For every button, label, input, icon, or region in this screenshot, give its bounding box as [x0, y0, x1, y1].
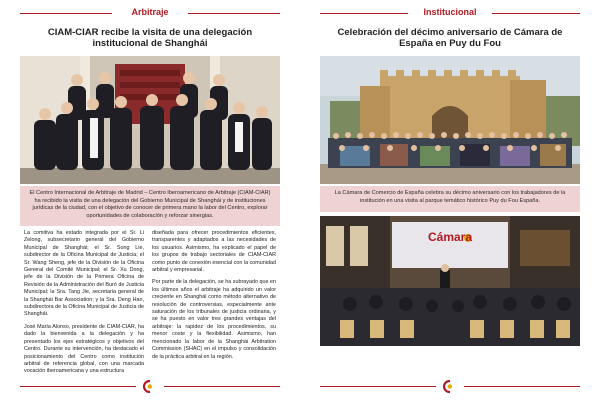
photo-caption: La Cámara de Comercio de España celebra su décimo aniversario con los trabajadores de la institución en una visita al parque temático histórico Puy du Fou España. [320, 186, 580, 212]
article-title: CIAM-CIAR recibe la visita de una delegación institucional de Shanghái [47, 27, 253, 49]
text-column-1 [24, 230, 144, 381]
section-label: Arbitraje [131, 7, 169, 17]
paragraph: José María Alonso, presidente de CIAM-CIAR, ha dado la bienvenida a la delegación y ha presentado los ejes estratégicos y objetivos del Centro. Durante su intervención, ha destacado el posicionamiento del Centro como institución arbitral de referencia global, con una marcada vocación iberoamericana y una estructura [24, 323, 144, 375]
footer-rule-left [20, 386, 136, 387]
section-rule-right [492, 13, 580, 14]
text-column-2 [152, 230, 276, 366]
footer-rule-right [164, 386, 280, 387]
section-rule-left [20, 13, 112, 14]
photo-caption: El Centro Internacional de Arbitraje de Madrid – Centro Iberoamericano de Arbitraje (CIAM-CIAR) ha recibido la visita de una delegación del Gobierno Municipal de Shanghái y de instituciones jurídicas de la ciudad, con el objetivo de conocer de primera mano la labor del Centro, explorar oportunidades de colaboración y reforzar sinergias. [20, 186, 280, 226]
article-title: Celebración del décimo aniversario de Cámara de España en Puy du Fou [337, 27, 563, 49]
group-photo [320, 56, 580, 184]
paragraph: diseñada para ofrecer procedimientos eficientes, transparentes y adaptados a las necesidades de los usuarios. Asimismo, ha explicado el papel de los grupos de trabajo sectoriales de CIAM-CIAR como punto de conexión esencial con la comunidad arbitral y empresarial. [152, 230, 276, 274]
right-page [300, 0, 600, 406]
delegation-photo [20, 56, 280, 184]
paragraph: La comitiva ha estado integrada por el Sr. Li Zelong, subsecretario general del Gobierno Municipal de Shanghái; el Sr. Song Lie, subdirector de la Oficina Municipal de Justicia; el Sr. Wang Sheng, jefe de la División de la Oficina General del Comité Municipal; el Sr. Xu Dong, jefe de la División de la Primera Oficina de Revisión de la Administración del Buró de Justicia Municipal; la Sra. Tang Jie, secretaria general de la Shanghái Bar Association; y la Sra. Deng Han, subdirectora de la Oficina Municipal de Justicia de Shanghái. [24, 230, 144, 318]
section-label: Institucional [423, 7, 477, 17]
camara-logo-icon [443, 380, 456, 393]
section-rule-right [188, 13, 280, 14]
section-rule-left [320, 13, 408, 14]
screen-logo-text: Cámara [427, 230, 473, 244]
camara-logo-icon [143, 380, 156, 393]
event-photo [320, 216, 580, 346]
paragraph: Por parte de la delegación, se ha subrayado que en los últimos años el arbitraje ha adquirido un valor creciente en Shanghái como método alternativo de resolución de controversias, especialmente ante saturación de los tribunales de justicia ordinaria, y se ha puesto en valor tres grandes ventajas del arbitraje: la rapidez de los procedimientos, su menor coste y la flexibilidad. Asimismo, han mencionado la labor de la Shanghái Arbitration Commission (SHAC) en el impulso y consolidación de la práctica arbitral en la región. [152, 279, 276, 360]
footer-rule-right [464, 386, 580, 387]
footer-rule-left [320, 386, 436, 387]
